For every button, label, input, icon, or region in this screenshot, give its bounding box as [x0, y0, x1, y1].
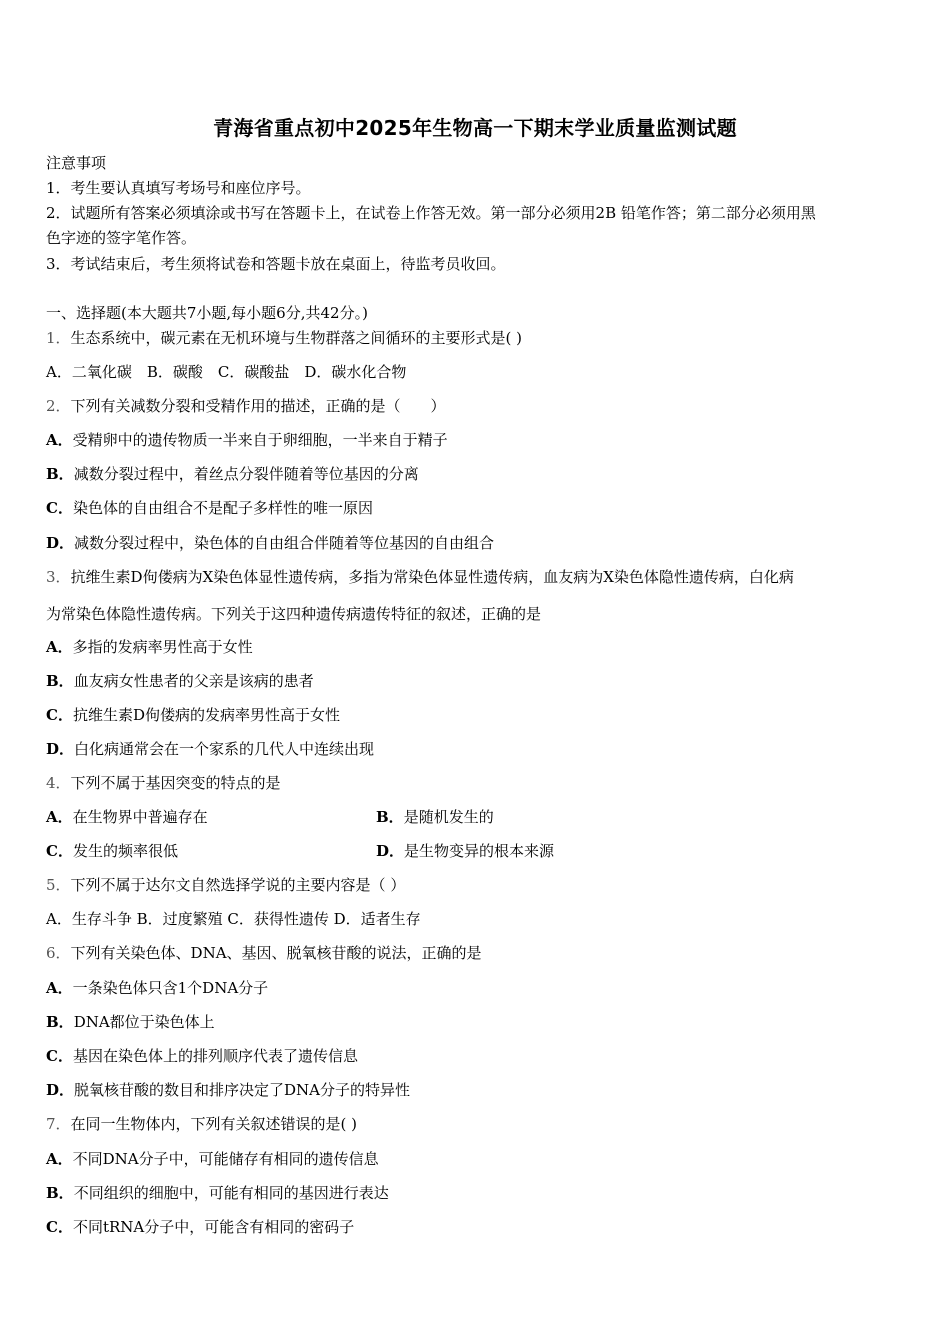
question-number: 2．: [46, 397, 71, 415]
question-stem: 生态系统中，碳元素在无机环境与生物群落之间循环的主要形式是( ): [70, 329, 523, 347]
question-stem: 下列有关染色体、DNA、基因、脱氧核苷酸的说法，正确的是: [70, 944, 482, 962]
option-label: B．: [46, 465, 74, 483]
question-3: [46, 566, 794, 587]
question-number: 6．: [46, 944, 71, 962]
option-text: 是随机发生的: [403, 808, 494, 826]
option-item: [376, 806, 494, 827]
question-5-options: A．生存斗争 B．过度繁殖 C．获得性遗传 D．适者生存: [46, 910, 421, 928]
option-text: 在生物界中普遍存在: [72, 808, 208, 826]
option-label: B．: [46, 672, 74, 690]
option-text: 白化病通常会在一个家系的几代人中连续出现: [74, 740, 375, 758]
section-heading: 一、选择题(本大题共7小题,每小题6分,共42分。): [46, 304, 368, 322]
question-1-options: A．二氧化碳 B．碳酸 C．碳酸盐 D．碳水化合物: [46, 363, 407, 381]
question-stem: 抗维生素D佝偻病为X染色体显性遗传病，多指为常染色体显性遗传病，血友病为X染色体隐性遗传病，白化病: [70, 568, 794, 586]
option-text: 抗维生素D佝偻病的发病率男性高于女性: [72, 706, 340, 724]
option-label: D．: [46, 740, 75, 758]
option-item: [46, 1045, 358, 1066]
option-text: 不同tRNA分子中，可能含有相同的密码子: [72, 1218, 355, 1236]
option-text: 是生物变异的根本来源: [404, 842, 555, 860]
option-item: [46, 670, 314, 691]
option-item: [46, 1216, 354, 1237]
option-label: B．: [46, 1013, 74, 1031]
option-text: DNA都位于染色体上: [73, 1013, 215, 1031]
option-item: [46, 842, 178, 860]
option-item: [46, 636, 253, 657]
option-label: A．: [46, 431, 73, 449]
question-stem: 在同一生物体内，下列有关叙述错误的是( ): [70, 1115, 358, 1133]
option-label: D．: [376, 842, 405, 860]
question-6: [46, 942, 482, 963]
notice-item: 2．试题所有答案必须填涂或书写在答题卡上，在试卷上作答无效。第一部分必须用2B 铅笔作答；第二部分必须用黑: [46, 204, 816, 222]
option-label: C．: [46, 1047, 73, 1065]
option-label: C．: [46, 1218, 73, 1236]
option-item: [46, 532, 494, 553]
option-row: [46, 806, 906, 827]
option-item: [46, 1011, 215, 1032]
option-item: [46, 738, 374, 759]
question-number: 3．: [46, 568, 71, 586]
option-label: C．: [46, 842, 73, 860]
question-stem: 下列不属于基因突变的特点的是: [70, 774, 281, 792]
notice-item: 3．考试结束后，考生须将试卷和答题卡放在桌面上，待监考员收回。: [46, 255, 506, 273]
option-label: C．: [46, 706, 73, 724]
option-label: D．: [46, 1081, 75, 1099]
question-number: 1．: [46, 329, 71, 347]
option-item: [46, 1148, 379, 1169]
option-text: 不同组织的细胞中，可能有相同的基因进行表达: [73, 1184, 389, 1202]
option-label: A．: [46, 638, 73, 656]
question-stem-continued: 为常染色体隐性遗传病。下列关于这四种遗传病遗传特征的叙述，正确的是: [46, 605, 542, 623]
option-label: A．: [46, 808, 73, 826]
option-text: 一条染色体只含1个DNA分子: [72, 979, 269, 997]
question-4: [46, 772, 281, 793]
option-text: 减数分裂过程中，着丝点分裂伴随着等位基因的分离: [73, 465, 419, 483]
notice-item: 色字迹的签字笔作答。: [46, 229, 197, 247]
question-number: 7．: [46, 1115, 71, 1133]
question-1: [46, 327, 522, 348]
option-text: 受精卵中的遗传物质一半来自于卵细胞，一半来自于精子: [72, 431, 448, 449]
option-item: [46, 977, 268, 998]
option-text: 不同DNA分子中，可能储存有相同的遗传信息: [72, 1150, 379, 1168]
question-2: [46, 395, 446, 416]
option-text: 减数分裂过程中，染色体的自由组合伴随着等位基因的自由组合: [74, 534, 495, 552]
option-label: D．: [46, 534, 75, 552]
option-label: C．: [46, 499, 73, 517]
option-item: [46, 704, 340, 725]
question-7: [46, 1113, 357, 1134]
option-label: B．: [46, 1184, 74, 1202]
option-text: 脱氧核苷酸的数目和排序决定了DNA分子的特异性: [74, 1081, 411, 1099]
option-text: 基因在染色体上的排列顺序代表了遗传信息: [72, 1047, 358, 1065]
option-text: 染色体的自由组合不是配子多样性的唯一原因: [72, 499, 373, 517]
option-item: [46, 1182, 389, 1203]
option-item: [376, 840, 554, 861]
option-item: [46, 1079, 410, 1100]
option-text: 多指的发病率男性高于女性: [72, 638, 253, 656]
option-item: [46, 808, 208, 826]
question-stem: 下列有关减数分裂和受精作用的描述，正确的是（ ）: [70, 397, 446, 415]
option-label: A．: [46, 1150, 73, 1168]
option-label: A．: [46, 979, 73, 997]
option-text: 发生的频率很低: [72, 842, 178, 860]
page-title: 青海省重点初中2025年生物高一下期末学业质量监测试题: [213, 116, 737, 140]
option-item: [46, 463, 419, 484]
notice-item: 1．考生要认真填写考场号和座位序号。: [46, 179, 311, 197]
notice-heading: 注意事项: [46, 154, 107, 172]
question-stem: 下列不属于达尔文自然选择学说的主要内容是（ ）: [70, 876, 406, 894]
option-text: 血友病女性患者的父亲是该病的患者: [73, 672, 314, 690]
option-row: [46, 840, 906, 861]
option-label: B．: [376, 808, 404, 826]
question-number: 5．: [46, 876, 71, 894]
option-item: [46, 497, 373, 518]
option-item: [46, 429, 448, 450]
question-number: 4．: [46, 774, 71, 792]
question-5: [46, 874, 405, 895]
